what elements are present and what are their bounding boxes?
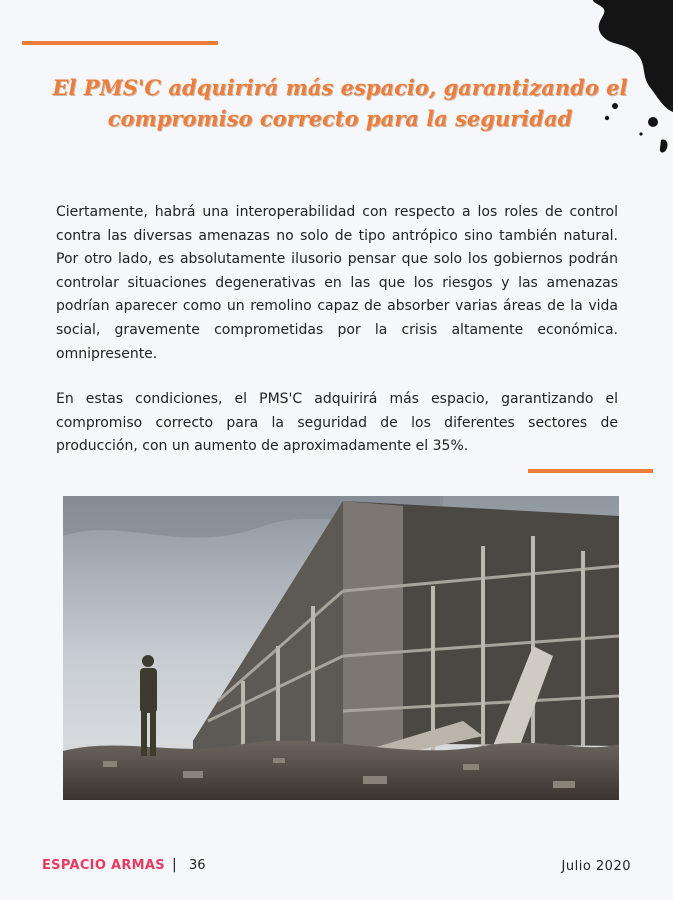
top-accent-rule bbox=[22, 41, 218, 45]
footer-separator: | bbox=[172, 857, 177, 873]
footer-date: Julio 2020 bbox=[561, 859, 631, 874]
footer-page-number: 36 bbox=[189, 858, 206, 873]
footer-brand: ESPACIO ARMAS bbox=[42, 858, 165, 873]
article-headline: El PMS'C adquirirá más espacio, garantizando el compromiso correcto para la seguridad bbox=[52, 75, 628, 131]
ruined-building-photo bbox=[63, 496, 619, 800]
body-paragraph-1: Ciertamente, habrá una interoperabilidad con respecto a los roles de control contra las diversas amenazas no solo de tipo antrópico sino también natural. Por otro lado, es absolutamente ilusorio pensar que solo los gobiernos podrán controlar situaciones degenerativas en las que los riesgos y las amenazas podrían aparecer como un remolino capaz de absorber varias áreas de la vida social, gravemente comprometidas por la crisis altamente económica. omnipresente. bbox=[56, 204, 618, 362]
body-paragraph-2: En estas condiciones, el PMS'C adquirirá más espacio, garantizando el compromiso correcto para la seguridad de los diferentes sectores de producción, con un aumento de aproximadamente el 35%. bbox=[56, 391, 618, 455]
mid-accent-rule bbox=[528, 469, 653, 473]
